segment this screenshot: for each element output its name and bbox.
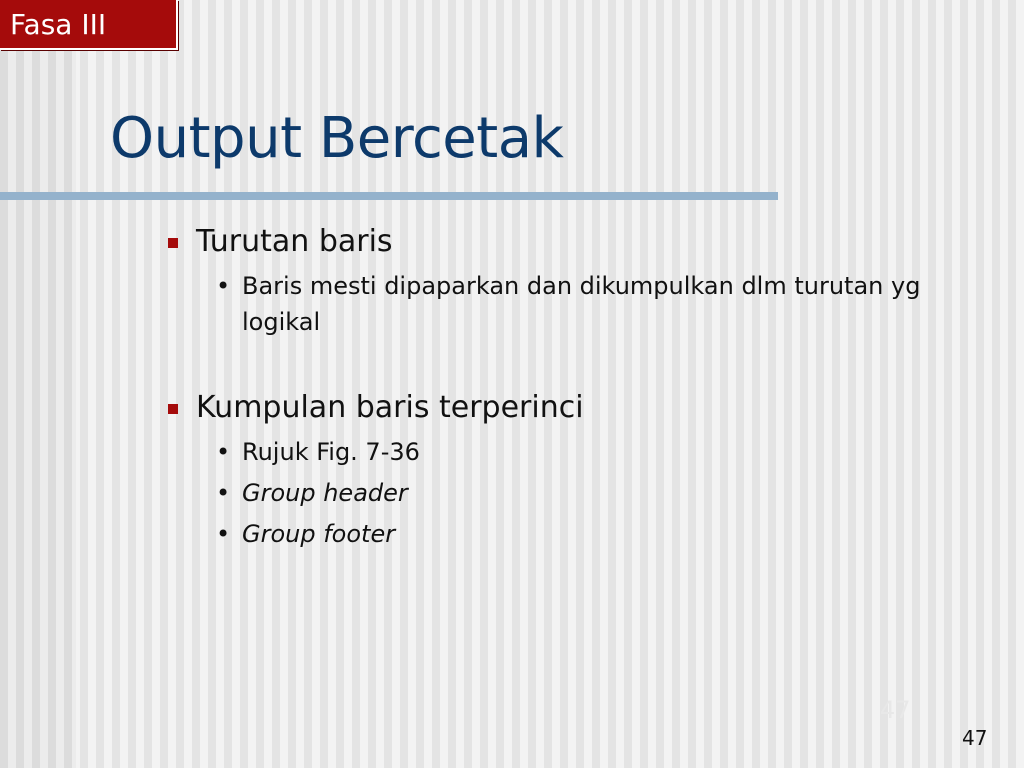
bullet-group-2	[164, 388, 944, 552]
level2-bullet-item	[164, 516, 944, 552]
page-number-watermark: 47	[880, 696, 911, 724]
dot-bullet-icon: •	[216, 438, 231, 466]
level2-bullet-item	[164, 475, 944, 511]
page-number: 47	[962, 726, 988, 750]
slide-content	[164, 222, 944, 600]
level1-bullet-item	[164, 388, 944, 428]
level1-bullet-text: Kumpulan baris terperinci	[196, 390, 584, 425]
level1-bullet-item	[164, 222, 944, 262]
level1-bullet-text: Turutan baris	[196, 224, 393, 259]
bullet-group-1	[164, 222, 944, 340]
level2-bullet-item	[164, 434, 944, 470]
level2-bullet-text: Group header	[242, 479, 408, 507]
level2-bullet-text: Baris mesti dipaparkan dan dikumpulkan dlm turutan yg logikal	[242, 272, 921, 336]
level2-bullet-text: Rujuk Fig. 7-36	[242, 438, 420, 466]
phase-badge: Fasa III	[0, 0, 178, 50]
decorative-left-band	[0, 0, 76, 768]
sub-bullet-list	[164, 434, 944, 552]
dot-bullet-icon: •	[216, 272, 231, 300]
square-bullet-icon	[168, 404, 178, 414]
level2-bullet-item	[164, 268, 944, 340]
level2-bullet-text: Group footer	[242, 520, 396, 548]
slide-title: Output Bercetak	[110, 106, 564, 171]
dot-bullet-icon: •	[216, 520, 231, 548]
sub-bullet-list	[164, 268, 944, 340]
square-bullet-icon	[168, 238, 178, 248]
title-underline	[0, 192, 778, 200]
dot-bullet-icon: •	[216, 479, 231, 507]
